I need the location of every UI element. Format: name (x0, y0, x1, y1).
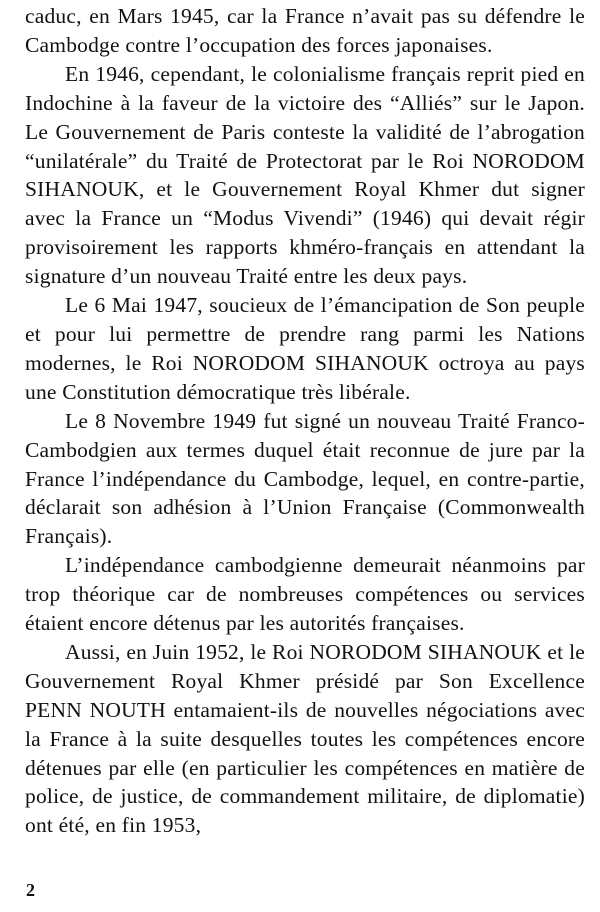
paragraph-1946-modus-vivendi: En 1946, cependant, le colonialisme français reprit pied en Indochine à la faveur de la victoire des “Alliés” sur le Japon. Le Gouvernement de Paris conteste la validité de l’abrogation “unilatérale” du Traité de Protectorat par le Roi NORODOM SIHANOUK, et le Gouvernement Royal Khmer dut signer avec la France un “Modus Vivendi” (1946) qui devait régir provisoirement les rapports khméro-français en attendant la signature d’un nouveau Traité entre les deux pays. (25, 61, 585, 289)
paragraph-1952-negotiations: Aussi, en Juin 1952, le Roi NORODOM SIHANOUK et le Gouvernement Royal Khmer présidé par Son Excellence PENN NOUTH entamaient-ils de nouvelles négociations avec la France à la suite desquelles toutes les compétences encore détenues par elle (en particulier les compétences en matière de police, de justice, de commandement militaire, de diplomatie) ont été, en fin 1953, (25, 639, 585, 838)
paragraph-1949-treaty: Le 8 Novembre 1949 fut signé un nouveau Traité Franco-Cambodgien aux termes duquel était reconnue de jure par la France l’indépendance du Cambodge, lequel, en contre-partie, déclarait son adhésion à l’Union Française (Commonwealth Français). (25, 408, 585, 549)
paragraph-independence-theoretical: L’indépendance cambodgienne demeurait néanmoins par trop théorique car de nombreuses compétences ou services étaient encore détenus par les autorités françaises. (25, 553, 585, 636)
page-number: 2 (26, 880, 35, 900)
paragraph-continued: caduc, en Mars 1945, car la France n’avait pas su défendre le Cambodge contre l’occupation des forces japonaises. (25, 4, 585, 57)
paragraph-1947-constitution: Le 6 Mai 1947, soucieux de l’émancipation de Son peuple et pour lui permettre de prendre rang parmi les Nations modernes, le Roi NORODOM SIHANOUK octroya au pays une Constitution démocratique très libérale. (25, 293, 585, 404)
body-text (25, 2, 585, 840)
